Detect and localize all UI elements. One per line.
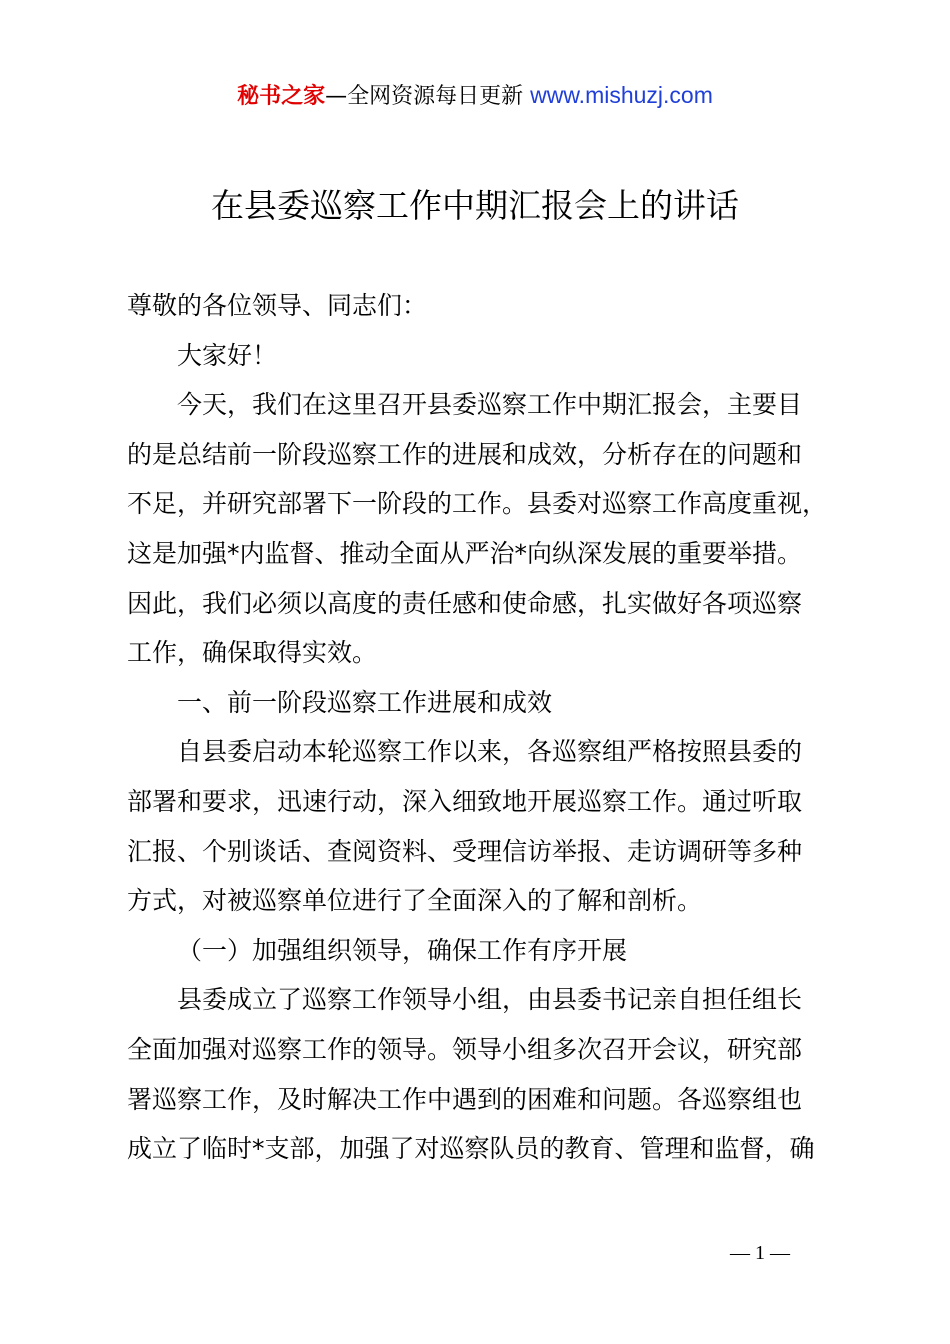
- site-header: [0, 78, 950, 114]
- body-line: 汇报、个别谈话、查阅资料、受理信访举报、走访调研等多种: [127, 836, 803, 866]
- site-url-link[interactable]: www.mishuzj.com: [530, 82, 713, 108]
- section-heading: 一、前一阶段巡察工作进展和成效: [177, 687, 553, 717]
- subsection-heading: （一）加强组织领导，确保工作有序开展: [177, 935, 628, 965]
- body-line: 方式，对被巡察单位进行了全面深入的了解和剖析。: [127, 886, 703, 916]
- document-body: [127, 281, 832, 1174]
- body-line: 的是总结前一阶段巡察工作的进展和成效，分析存在的问题和: [127, 439, 803, 469]
- body-line: 成立了临时*支部，加强了对巡察队员的教育、管理和监督，确: [127, 1134, 815, 1164]
- brand-name: 秘书之家: [237, 84, 326, 109]
- body-line: 署巡察工作，及时解决工作中遇到的困难和问题。各巡察组也: [127, 1084, 803, 1114]
- body-line: 不足，并研究部署下一阶段的工作。县委对巡察工作高度重视，: [127, 489, 828, 519]
- header-tagline: —全网资源每日更新: [325, 84, 531, 109]
- body-line: 县委成立了巡察工作领导小组，由县委书记亲自担任组长: [177, 985, 803, 1015]
- document-title: 在县委巡察工作中期汇报会上的讲话: [211, 186, 739, 225]
- body-line: 工作，确保取得实效。: [127, 638, 378, 668]
- body-line: 因此，我们必须以高度的责任感和使命感，扎实做好各项巡察: [127, 588, 803, 618]
- salutation-line: 尊敬的各位领导、同志们：: [127, 291, 428, 320]
- body-line: 这是加强*内监督、推动全面从严治*向纵深发展的重要举措。: [127, 538, 803, 568]
- page-number: — 1 —: [730, 1242, 790, 1264]
- body-line: 自县委启动本轮巡察工作以来，各巡察组严格按照县委的: [177, 737, 803, 767]
- body-line: 部署和要求，迅速行动，深入细致地开展巡察工作。通过听取: [127, 786, 803, 816]
- body-line: 全面加强对巡察工作的领导。领导小组多次召开会议，研究部: [127, 1034, 803, 1064]
- greeting-line: 大家好！: [177, 340, 278, 370]
- body-line: 今天，我们在这里召开县委巡察工作中期汇报会，主要目: [177, 390, 803, 420]
